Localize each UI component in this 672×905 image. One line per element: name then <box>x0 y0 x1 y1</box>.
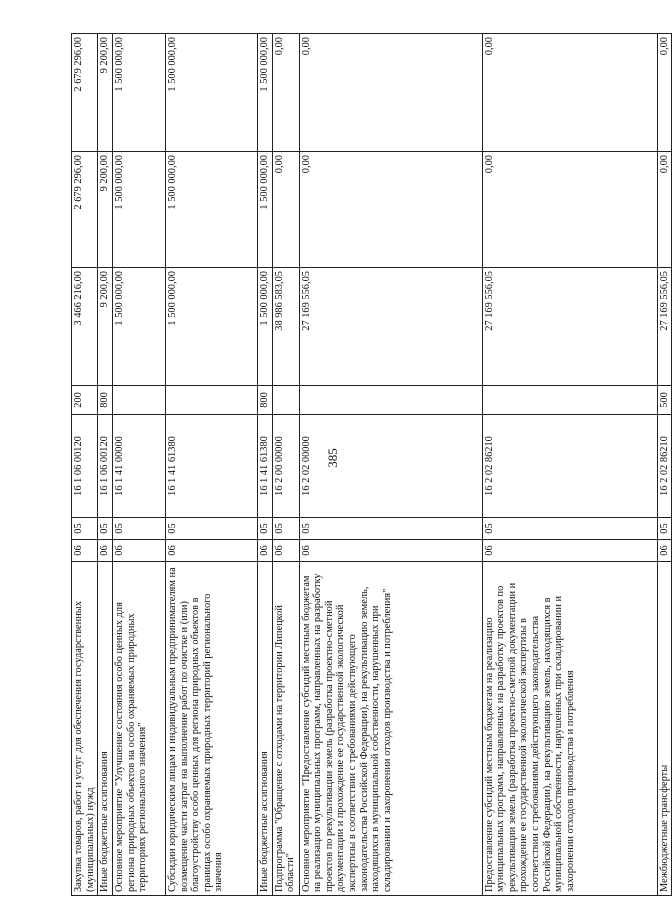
amount-year-1: 38 986 583,05 <box>272 268 299 386</box>
section-code: 06 <box>299 540 482 562</box>
section-code: 06 <box>657 540 672 562</box>
budget-table <box>71 33 672 896</box>
rotated-page-content <box>71 34 670 896</box>
subsection-code: 05 <box>165 518 257 540</box>
amount-year-3: 0,00 <box>657 34 672 152</box>
expense-type-code: 800 <box>257 386 272 415</box>
amount-year-2: 0,00 <box>299 152 482 268</box>
target-article-code: 16 1 06 00120 <box>98 415 113 518</box>
section-code: 06 <box>72 540 98 562</box>
subsection-code: 05 <box>482 518 657 540</box>
table-row <box>272 34 299 896</box>
subsection-code: 05 <box>72 518 98 540</box>
amount-year-1: 27 169 556,05 <box>482 268 657 386</box>
amount-year-1: 1 500 000,00 <box>257 268 272 386</box>
expense-type-code: 500 <box>657 386 672 415</box>
amount-year-2: 1 500 000,00 <box>257 152 272 268</box>
target-article-code: 16 2 02 86210 <box>482 415 657 518</box>
amount-year-3: 1 500 000,00 <box>112 34 165 152</box>
amount-year-2: 0,00 <box>482 152 657 268</box>
amount-year-1: 1 500 000,00 <box>165 268 257 386</box>
amount-year-1: 1 500 000,00 <box>112 268 165 386</box>
expense-type-code <box>272 386 299 415</box>
amount-year-3: 1 500 000,00 <box>165 34 257 152</box>
amount-year-1: 27 169 556,05 <box>657 268 672 386</box>
target-article-code: 16 2 00 00000 <box>272 415 299 518</box>
amount-year-3: 9 200,00 <box>98 34 113 152</box>
row-description: Иные бюджетные ассигнования <box>98 562 113 896</box>
row-description: Межбюджетные трансферты <box>657 562 672 896</box>
amount-year-3: 0,00 <box>482 34 657 152</box>
expense-type-code <box>112 386 165 415</box>
row-description: Закупка товаров, работ и услуг для обеспечения государственных (муниципальных) нужд <box>72 562 98 896</box>
target-article-code: 16 1 41 00000 <box>112 415 165 518</box>
amount-year-2: 2 679 296,00 <box>72 152 98 268</box>
amount-year-3: 0,00 <box>299 34 482 152</box>
subsection-code: 05 <box>299 518 482 540</box>
amount-year-3: 0,00 <box>272 34 299 152</box>
amount-year-3: 2 679 296,00 <box>72 34 98 152</box>
subsection-code: 05 <box>98 518 113 540</box>
section-code: 06 <box>257 540 272 562</box>
table-row <box>72 34 98 896</box>
section-code: 06 <box>112 540 165 562</box>
page-number: 385 <box>325 448 340 468</box>
row-description: Предоставление субсидий местным бюджетам на реализацию муниципальных программ, направленных на разработку проектов по рекультивации земель (разработка проектно-сметной документации и прохождение ее государственной экологической экспертизы в соответствии с требованиями действующего законодательства Российской Федерации), на рекультивацию земель, находящихся в муниципальной собственности, нарушенных при складировании и захоронении отходов производства и потребления <box>482 562 657 896</box>
amount-year-1: 9 200,00 <box>98 268 113 386</box>
expense-type-code: 200 <box>72 386 98 415</box>
amount-year-3: 1 500 000,00 <box>257 34 272 152</box>
table-row <box>257 34 272 896</box>
target-article-code: 16 1 06 00120 <box>72 415 98 518</box>
row-description: Основное мероприятие "Предоставление субсидий местным бюджетам на реализацию муниципальных программ, направленных на разработку проектов по рекультивации земель (разработка проектно-сметной документации и прохождение ее государственной экологической экспертизы в соответствии с требованиями действующего законодательства Российской Федерации), на рекультивацию земель, находящихся в муниципальной собственности, нарушенных при складировании и захоронении отходов производства и потребления" <box>299 562 482 896</box>
expense-type-code: 800 <box>98 386 113 415</box>
amount-year-1: 27 169 556,05 <box>299 268 482 386</box>
target-article-code: 16 2 02 86210 <box>657 415 672 518</box>
section-code: 06 <box>272 540 299 562</box>
subsection-code: 05 <box>272 518 299 540</box>
amount-year-2: 1 500 000,00 <box>165 152 257 268</box>
amount-year-2: 1 500 000,00 <box>112 152 165 268</box>
amount-year-1: 3 466 216,00 <box>72 268 98 386</box>
row-description: Основное мероприятие "Улучшение состояния особо ценных для региона природных объектов на особо охраняемых природных территориях регионального значения" <box>112 562 165 896</box>
subsection-code: 05 <box>657 518 672 540</box>
section-code: 06 <box>165 540 257 562</box>
table-row <box>165 34 257 896</box>
target-article-code: 16 1 41 61380 <box>257 415 272 518</box>
amount-year-2: 0,00 <box>272 152 299 268</box>
table-row <box>299 34 482 896</box>
target-article-code: 16 1 41 61380 <box>165 415 257 518</box>
amount-year-2: 0,00 <box>657 152 672 268</box>
expense-type-code <box>482 386 657 415</box>
row-description: Иные бюджетные ассигнования <box>257 562 272 896</box>
section-code: 06 <box>482 540 657 562</box>
budget-table-body <box>72 34 672 896</box>
expense-type-code <box>299 386 482 415</box>
table-row <box>98 34 113 896</box>
section-code: 06 <box>98 540 113 562</box>
table-row <box>657 34 672 896</box>
target-article-code: 16 2 02 00000 <box>299 415 482 518</box>
table-row <box>482 34 657 896</box>
amount-year-2: 9 200,00 <box>98 152 113 268</box>
row-description: Субсидии юридическим лицам и индивидуальным предпринимателям на возмещение части затрат на выполнение работ по очистке и (или) благоустройству особо ценных для региона природных объектов в границах особо охраняемых природных территорий регионального значения <box>165 562 257 896</box>
table-row <box>112 34 165 896</box>
expense-type-code <box>165 386 257 415</box>
row-description: Подпрограмма "Обращение с отходами на территории Липецкой области" <box>272 562 299 896</box>
subsection-code: 05 <box>112 518 165 540</box>
subsection-code: 05 <box>257 518 272 540</box>
